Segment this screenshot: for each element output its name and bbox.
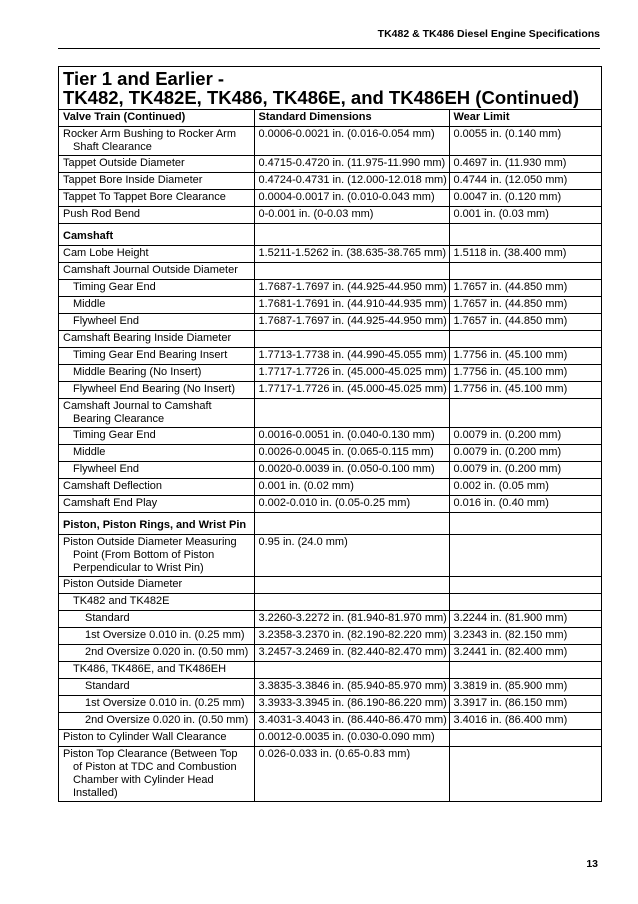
row-label: Timing Gear End Bearing Insert [59, 348, 254, 365]
table-row [59, 156, 601, 173]
row-standard: 1.7717-1.7726 in. (45.000-45.025 mm) [254, 382, 449, 399]
row-label: Middle Bearing (No Insert) [59, 365, 254, 382]
page-header-title: TK482 & TK486 Diesel Engine Specifications [377, 28, 600, 40]
row-label: Flywheel End Bearing (No Insert) [59, 382, 254, 399]
row-standard [254, 513, 449, 535]
table-row [59, 479, 601, 496]
row-label: Camshaft Journal Outside Diameter [59, 263, 254, 280]
row-wear-limit [449, 224, 601, 246]
row-standard: 0.4715-0.4720 in. (11.975-11.990 mm) [254, 156, 449, 173]
row-standard [254, 331, 449, 348]
row-label: Tappet To Tappet Bore Clearance [59, 190, 254, 207]
row-label: 1st Oversize 0.010 in. (0.25 mm) [59, 628, 254, 645]
row-label: Tappet Outside Diameter [59, 156, 254, 173]
row-label: TK486, TK486E, and TK486EH [59, 662, 254, 679]
row-standard [254, 224, 449, 246]
row-standard: 0.0026-0.0045 in. (0.065-0.115 mm) [254, 445, 449, 462]
row-wear-limit: 0.0079 in. (0.200 mm) [449, 428, 601, 445]
row-label: 2nd Oversize 0.020 in. (0.50 mm) [59, 645, 254, 662]
row-label: Piston Outside Diameter [59, 577, 254, 594]
row-standard: 1.7687-1.7697 in. (44.925-44.950 mm) [254, 314, 449, 331]
column-header-standard: Standard Dimensions [254, 110, 449, 127]
row-wear-limit: 0.0055 in. (0.140 mm) [449, 127, 601, 156]
row-label: Flywheel End [59, 462, 254, 479]
row-standard: 1.5211-1.5262 in. (38.635-38.765 mm) [254, 246, 449, 263]
row-label: Camshaft Bearing Inside Diameter [59, 331, 254, 348]
row-wear-limit: 0.001 in. (0.03 mm) [449, 207, 601, 224]
table-row [59, 173, 601, 190]
row-wear-limit: 1.7756 in. (45.100 mm) [449, 348, 601, 365]
row-standard [254, 594, 449, 611]
row-standard [254, 662, 449, 679]
table-title [59, 67, 601, 110]
row-standard: 1.7687-1.7697 in. (44.925-44.950 mm) [254, 280, 449, 297]
table-row [59, 314, 601, 331]
row-wear-limit: 3.2343 in. (82.150 mm) [449, 628, 601, 645]
row-standard: 3.2260-3.2272 in. (81.940-81.970 mm) [254, 611, 449, 628]
row-label: Middle [59, 445, 254, 462]
row-label: 1st Oversize 0.010 in. (0.25 mm) [59, 696, 254, 713]
row-label: Piston Outside Diameter Measuring Point (From Bottom of Piston Perpendicular to Wrist Pin) [59, 535, 254, 577]
row-wear-limit: 3.2244 in. (81.900 mm) [449, 611, 601, 628]
table-row [59, 679, 601, 696]
row-label: Push Rod Bend [59, 207, 254, 224]
row-wear-limit: 0.016 in. (0.40 mm) [449, 496, 601, 513]
table-row [59, 730, 601, 747]
row-wear-limit: 1.5118 in. (38.400 mm) [449, 246, 601, 263]
row-wear-limit: 3.3819 in. (85.900 mm) [449, 679, 601, 696]
table-row [59, 645, 601, 662]
table-row [59, 445, 601, 462]
row-standard: 1.7681-1.7691 in. (44.910-44.935 mm) [254, 297, 449, 314]
row-wear-limit [449, 577, 601, 594]
row-label: Camshaft Journal to Camshaft Bearing Clearance [59, 399, 254, 428]
table-row [59, 628, 601, 645]
row-label: Piston to Cylinder Wall Clearance [59, 730, 254, 747]
row-wear-limit [449, 747, 601, 802]
row-standard [254, 577, 449, 594]
row-standard: 1.7713-1.7738 in. (44.990-45.055 mm) [254, 348, 449, 365]
table-row [59, 462, 601, 479]
row-wear-limit: 0.0079 in. (0.200 mm) [449, 462, 601, 479]
column-header-wear-limit: Wear Limit [449, 110, 601, 127]
row-wear-limit: 0.002 in. (0.05 mm) [449, 479, 601, 496]
table-row [59, 246, 601, 263]
row-standard: 0.4724-0.4731 in. (12.000-12.018 mm) [254, 173, 449, 190]
row-wear-limit [449, 263, 601, 280]
row-wear-limit: 0.0047 in. (0.120 mm) [449, 190, 601, 207]
table-row [59, 280, 601, 297]
table-row [59, 190, 601, 207]
row-label: Flywheel End [59, 314, 254, 331]
table-row [59, 496, 601, 513]
row-wear-limit: 1.7657 in. (44.850 mm) [449, 280, 601, 297]
row-standard: 3.3835-3.3846 in. (85.940-85.970 mm) [254, 679, 449, 696]
table-row [59, 331, 601, 348]
section-header-row [59, 224, 601, 246]
row-wear-limit [449, 594, 601, 611]
row-standard: 0.002-0.010 in. (0.05-0.25 mm) [254, 496, 449, 513]
spec-table [59, 110, 601, 801]
row-label: Standard [59, 611, 254, 628]
row-standard: 3.2358-3.2370 in. (82.190-82.220 mm) [254, 628, 449, 645]
section-title: Piston, Piston Rings, and Wrist Pin [59, 513, 254, 535]
spec-table-box [58, 66, 602, 802]
table-row [59, 611, 601, 628]
row-standard: 0.0012-0.0035 in. (0.030-0.090 mm) [254, 730, 449, 747]
table-row [59, 207, 601, 224]
row-wear-limit: 3.4016 in. (86.400 mm) [449, 713, 601, 730]
table-row [59, 399, 601, 428]
row-label: Piston Top Clearance (Between Top of Piston at TDC and Combustion Chamber with Cylinder Head Installed) [59, 747, 254, 802]
row-wear-limit [449, 331, 601, 348]
row-label: Tappet Bore Inside Diameter [59, 173, 254, 190]
row-wear-limit: 3.2441 in. (82.400 mm) [449, 645, 601, 662]
row-standard: 1.7717-1.7726 in. (45.000-45.025 mm) [254, 365, 449, 382]
row-label: Standard [59, 679, 254, 696]
row-standard: 0.026-0.033 in. (0.65-0.83 mm) [254, 747, 449, 802]
row-standard: 0.0020-0.0039 in. (0.050-0.100 mm) [254, 462, 449, 479]
row-wear-limit [449, 399, 601, 428]
table-title-line-2: TK482, TK482E, TK486, TK486E, and TK486EH (Continued) [63, 87, 580, 108]
row-wear-limit: 3.3917 in. (86.150 mm) [449, 696, 601, 713]
table-row [59, 348, 601, 365]
row-standard [254, 399, 449, 428]
row-wear-limit [449, 730, 601, 747]
row-wear-limit: 0.4697 in. (11.930 mm) [449, 156, 601, 173]
table-row [59, 365, 601, 382]
table-title-line-1: Tier 1 and Earlier - [63, 68, 225, 89]
table-row [59, 747, 601, 802]
row-wear-limit: 1.7657 in. (44.850 mm) [449, 314, 601, 331]
table-row [59, 594, 601, 611]
row-label: Timing Gear End [59, 428, 254, 445]
row-label: Camshaft Deflection [59, 479, 254, 496]
column-header-item: Valve Train (Continued) [59, 110, 254, 127]
row-standard: 0.95 in. (24.0 mm) [254, 535, 449, 577]
table-row [59, 127, 601, 156]
row-wear-limit: 1.7756 in. (45.100 mm) [449, 365, 601, 382]
row-label: TK482 and TK482E [59, 594, 254, 611]
row-wear-limit: 1.7756 in. (45.100 mm) [449, 382, 601, 399]
column-header-row [59, 110, 601, 127]
row-label: Middle [59, 297, 254, 314]
section-header-row [59, 513, 601, 535]
table-row [59, 428, 601, 445]
row-wear-limit [449, 662, 601, 679]
row-standard: 0.0016-0.0051 in. (0.040-0.130 mm) [254, 428, 449, 445]
header-rule [58, 48, 600, 49]
table-row [59, 535, 601, 577]
table-row [59, 577, 601, 594]
row-wear-limit: 0.4744 in. (12.050 mm) [449, 173, 601, 190]
row-label: Cam Lobe Height [59, 246, 254, 263]
row-standard: 0-0.001 in. (0-0.03 mm) [254, 207, 449, 224]
row-label: 2nd Oversize 0.020 in. (0.50 mm) [59, 713, 254, 730]
table-row [59, 263, 601, 280]
row-standard: 3.3933-3.3945 in. (86.190-86.220 mm) [254, 696, 449, 713]
page-number: 13 [586, 858, 598, 870]
row-wear-limit [449, 513, 601, 535]
table-row [59, 382, 601, 399]
row-wear-limit [449, 535, 601, 577]
row-standard: 0.0006-0.0021 in. (0.016-0.054 mm) [254, 127, 449, 156]
table-row [59, 297, 601, 314]
table-row [59, 662, 601, 679]
section-title: Camshaft [59, 224, 254, 246]
row-standard [254, 263, 449, 280]
row-wear-limit: 1.7657 in. (44.850 mm) [449, 297, 601, 314]
row-label: Camshaft End Play [59, 496, 254, 513]
row-standard: 0.001 in. (0.02 mm) [254, 479, 449, 496]
table-row [59, 696, 601, 713]
row-standard: 3.4031-3.4043 in. (86.440-86.470 mm) [254, 713, 449, 730]
row-standard: 0.0004-0.0017 in. (0.010-0.043 mm) [254, 190, 449, 207]
row-standard: 3.2457-3.2469 in. (82.440-82.470 mm) [254, 645, 449, 662]
table-row [59, 713, 601, 730]
row-label: Timing Gear End [59, 280, 254, 297]
row-wear-limit: 0.0079 in. (0.200 mm) [449, 445, 601, 462]
row-label: Rocker Arm Bushing to Rocker Arm Shaft Clearance [59, 127, 254, 156]
